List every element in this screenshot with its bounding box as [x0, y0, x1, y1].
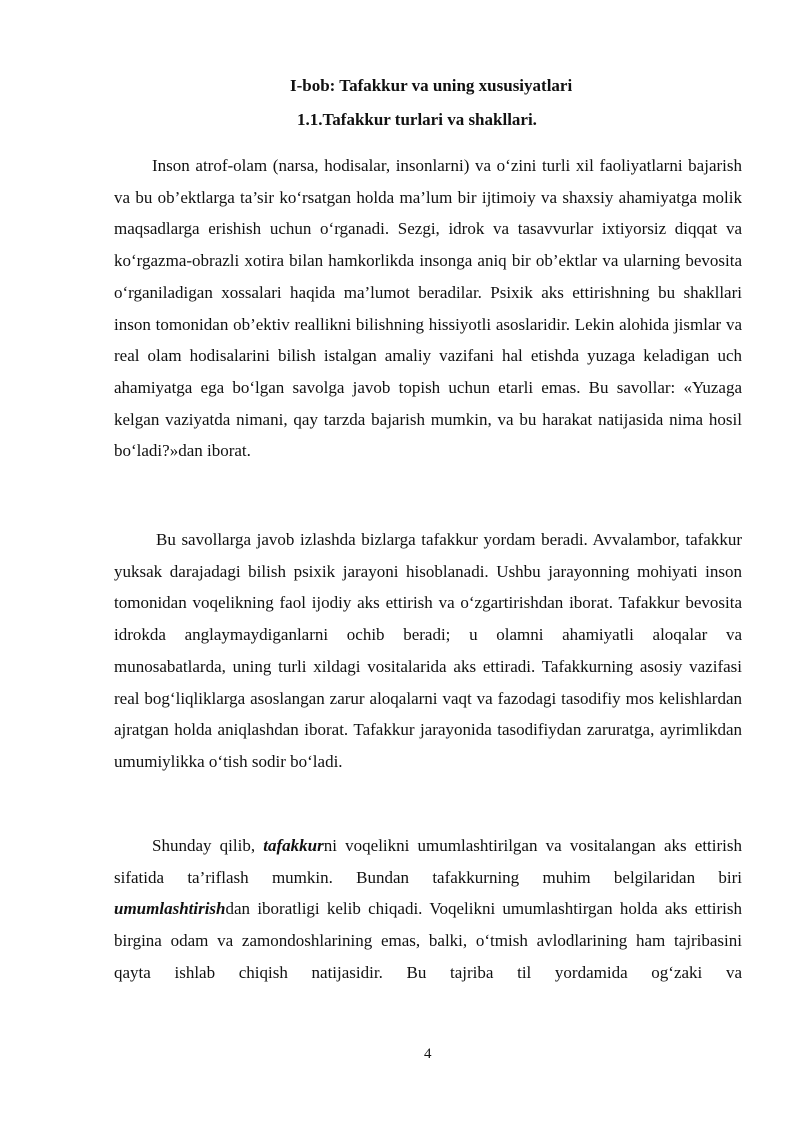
term-umumlashtirish: umumlashtirish — [114, 899, 226, 919]
page-number: 4 — [424, 1046, 432, 1062]
term-tafakkur: tafakkur — [263, 836, 324, 855]
paragraph-1-block — [114, 150, 742, 467]
paragraph-3-part-2: ni voqelikni umumlashtirilgan va vositalangan aks ettirish sifatida ta’riflash mumkin. Bundan tafakkurning muhim belgilaridan biri — [114, 836, 743, 887]
paragraph-3-part-1: Shunday qilib, — [152, 836, 264, 855]
chapter-title: I-bob: Tafakkur va uning xususiyatlari — [290, 76, 573, 95]
paragraph-3-block — [114, 830, 742, 989]
section-title: 1.1.Tafakkur turlari va shakllari. — [297, 110, 537, 129]
paragraph-1: Inson atrof-olam (narsa, hodisalar, insonlarni) va o‘zini turli xil faoliyatlarni bajarish va bu ob’ektlarga ta’sir ko‘rsatgan holda ma’lum bir ijtimoiy va shaxsiy ahamiyatga molik maqsadlarga erishish uchun o‘rganadi. Sezgi, idrok va tasavvurlar ixtiyorsiz diqqat va ko‘rgazma-obrazli xotira bilan hamkorlikda insonga aniq bir ob’ektlar va ularning bevosita o‘rganiladigan xossalari haqida ma’lumot beradilar. Psixik aks ettirishning bu shakllari inson tomonidan ob’ektiv reallikni bilishning hissiyotli asoslaridir. Lekin alohida jismlar va real olam hodisalarini bilish istalgan amaliy vazifani hal etishda yuzaga keladigan uch ahamiyatga ega bo‘lgan savolga javob topish uchun etarli emas. Bu savollar: «Yuzaga kelgan vaziyatda nimani, qay tarzda bajarish mumkin, va bu harakat natijasida nima hosil bo‘ladi?»dan iborat. — [114, 156, 742, 461]
paragraph-3 — [114, 830, 742, 989]
paragraph-2: Bu savollarga javob izlashda bizlarga tafakkur yordam beradi. Avvalambor, tafakkur yuksak darajadagi bilish psixik jarayoni hisoblanadi. Ushbu jarayonning mohiyati inson tomonidan voqelikning faol ijodiy aks ettirish va o‘zgartirishdan iborat. Tafakkur bevosita idrokda anglaymaydiganlarni ochib beradi; u olamni ahamiyatli aloqalar va munosabatlarda, uning turli xildagi vositalarida aks ettiradi. Tafakkurning asosiy vazifasi real bog‘liqliklarga asoslangan zarur aloqalarni vaqt va fazodagi tasodifiy mos kelishlardan ajratgan holda aniqlashdan iborat. Tafakkur jarayonida tasodifiydan zaruratga, ayrimlikdan umumiylikka o‘tish sodir bo‘ladi. — [114, 530, 742, 771]
paragraph-2-block — [114, 524, 742, 778]
paragraph-3-part-3: dan iboratligi kelib chiqadi. Voqelikni umumlashtirgan holda aks ettirish birgina odam va zamondoshlarining emas, balki, o‘tmish avlodlarining ham tajribasini qayta ishlab chiqish natijasidir. Bu tajriba til yordamida og‘zaki va — [114, 899, 742, 982]
